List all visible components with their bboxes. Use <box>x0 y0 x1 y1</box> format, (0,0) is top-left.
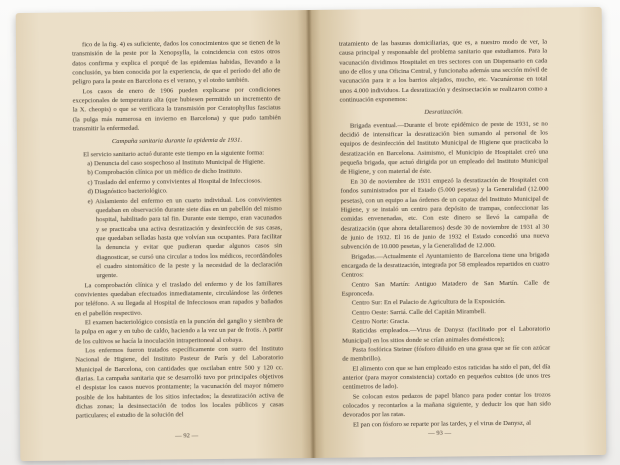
section-heading: Desratización. <box>424 108 464 117</box>
list-item: a) Denuncia del caso sospechoso al Instituto Municipal de Higiene. <box>87 158 265 168</box>
list-item: d) Diagnóstico bacteriológico. <box>87 187 168 196</box>
paragraph: Pasta fosfórica Steiner (fósforo diluido en una grasa que se fíe con azúcar de membrillo). <box>342 344 551 364</box>
paragraph: En 30 de noviembre de 1931 empezó la desratización de Hospitalet con fondos suministrados por el Estado (5.000 pesetas) y la Generalidad (12.000 pesetas), con un equipo a las órdenes de un capataz del Instituto Municipal de Higiene, y se instaló un centro para depósito de trampas, confeccionar las comidas envenenadas, etc. Con este dinero se llevó la campaña de desratización (que ahora detallaremos) desde 30 de noviembre de 1931 al 30 de junio de 1932. El 16 de junio de 1932 el Estado concedió una nueva subvención de 10.000 pesetas, y la Generalidad de 12.000. <box>340 176 550 251</box>
paragraph: El servicio sanitario actuó durante este tiempo en la siguiente forma: <box>83 149 265 159</box>
list-item: b) Comprobación clínica por un médico de dicho Instituto. <box>87 168 243 177</box>
paragraph: El pan con fósforo se reparte por las tardes, y el virus de Danysz, al <box>352 419 532 429</box>
center-item: Centro Sur: En el Palacio de Agricultura de la Exposición. <box>351 298 506 307</box>
right-page-text <box>339 38 551 430</box>
section-heading: Campaña sanitaria durante la epidemia de 1931. <box>111 137 243 146</box>
paragraph: Los casos de enero de 1906 pueden explicarse por condiciones excepcionales de temperatura alta (que hubiesen permitido un incremento de la X. cheopis) o que se verificara la transmisión por Ceratophyllus fasciatus (la pulga más numerosa en invierno en Barcelona) y que pudo también transmitir la enfermedad. <box>72 86 281 133</box>
left-page <box>16 10 314 461</box>
paragraph: Se colocan estos pedazos de papel blanco para poder contar los trozos colocados y recontarlos a la mañana siguiente, y deducir los que han sido devorados por las ratas. <box>342 391 551 420</box>
page-number: — 92 — <box>175 432 199 440</box>
procedure-list <box>73 157 282 281</box>
paragraph: fico de la fig. 4) es suficiente, dados los conocimientos que se tienen de la transmisión de la peste por la Xenopsylla, la coincidencia con estos otros datos confirma y explica el porqué de las epidemias habidas, llevando a la conclusión, ya bien conocida por la experiencia, de que el período del año de peligro para la peste en Barcelona es el verano, y el otoño también. <box>72 39 281 86</box>
center-item: Centro Oeste: Sarriá. Calle del Capitán Mirambell. <box>351 307 486 317</box>
paragraph: El examen bacteriológico consistía en la punción del ganglio y siembra de la pulpa en agar y en tubo de caldo, haciendo a la vez un par de frotis. A partir de los cultivos se hacía la inoculación intraperitoneal al cobaya. <box>74 317 284 346</box>
paragraph: La comprobación clínica y el traslado del enfermo y de los familiares convivientes quedaban efectuados inmediatamente, circulándose las órdenes por teléfono. A su llegada al Hospital de Infecciosos eran rapados y bañados en el pabellón respectivo. <box>74 279 283 318</box>
paragraph: El alimento con que se han empleado estos raticidas ha sido el pan, del día anterior (para mayor consistencia) cortado en pequeños cubitos (de unos tres centímetros de lado). <box>342 363 551 392</box>
center-item: Centro San Martín: Antiguo Matadero de San Martín. Calle de Espronceda. <box>341 279 550 298</box>
paragraph: Los enfermos fueron tratados específicamente con suero del Instituto Nacional de Higiene, del Instituto Pasteur de París y del Laboratorio Municipal de Barcelona, con cantidades que oscilaban entre 500 y 120 cc. diarias. La campaña sanitaria que se desarrolló tuvo por principales objetivos el despistar los casos nuevos prontamente; la vacunación del mayor número posible de los habitantes de los sitios infectados; la desratización activa de dichas zonas; la desinsectación de todos los locales públicos y casas particulares; el estudio de la solución del <box>75 345 284 420</box>
paragraph: tratamiento de las basuras domiciliarias, que es, a nuestro modo de ver, la causa principal y responsable del problema sanitario que estudiamos. Para la vacunación dividimos Hospitalet en tres sectores con un Dispensario en cada uno de ellos y una Oficina Central, y funcionaba además una sección móvil de vacunación para ir a los barrios alejados, mucho, etc. Vacunáronse en total unos 4.000 individuos. La desratización y desinsectación se realizaron como a continuación exponemos: <box>338 38 548 104</box>
center-item: Centro Norte: Gracia. <box>351 317 410 326</box>
right-page <box>309 7 607 458</box>
list-item: e) Aislamiento del enfermo en un cuarto individual. Los convivientes quedaban en observación durante siete días en un pabellón del mismo hospital, habilitado para tal fin. Durante este tiempo, eran vacunados y se practicaba una activa desratización y desinfección de sus casas, que quedaban selladas hasta que volvían sus ocupantes. Para facilitar la denuncia y evitar que pudieran quedar algunos casos sin diagnosticar, se cursó una circular a todos los médicos, recordándoles el cuadro sintomático de la peste y la necesidad de la declaración urgente. <box>87 195 283 280</box>
left-page-text <box>72 38 284 421</box>
paragraph: Brigada eventual.—Durante el brote epidémico de peste de 1931, se no decidió de intensificar la desratización bien sumando al personal de los equipos de desinfección del Instituto Municipal de Higiene que practicaba la desratización en Barcelona. Asimismo, el Municipio de Hospitalet creó una pequeña brigada, que actuó dirigida por un empleado del Instituto Municipal de Higiene, y con material de éste. <box>339 120 549 177</box>
paragraph: Brigadas.—Actualmente el Ayuntamiento de Barcelona tiene una brigada encargada de la desratización, integrada por 58 empleados repartidos en cuatro Centros: <box>341 251 550 279</box>
paragraph: Raticidas empleados.—Virus de Danysz (facilitado por el Laboratorio Municipal) en los sitios donde se crían animales domésticos); <box>342 325 551 345</box>
page-number: — 93 — <box>428 429 452 437</box>
open-book <box>16 7 607 461</box>
list-item: c) Traslado del enfermo y convivientes al Hospital de Infecciosos. <box>87 177 262 187</box>
